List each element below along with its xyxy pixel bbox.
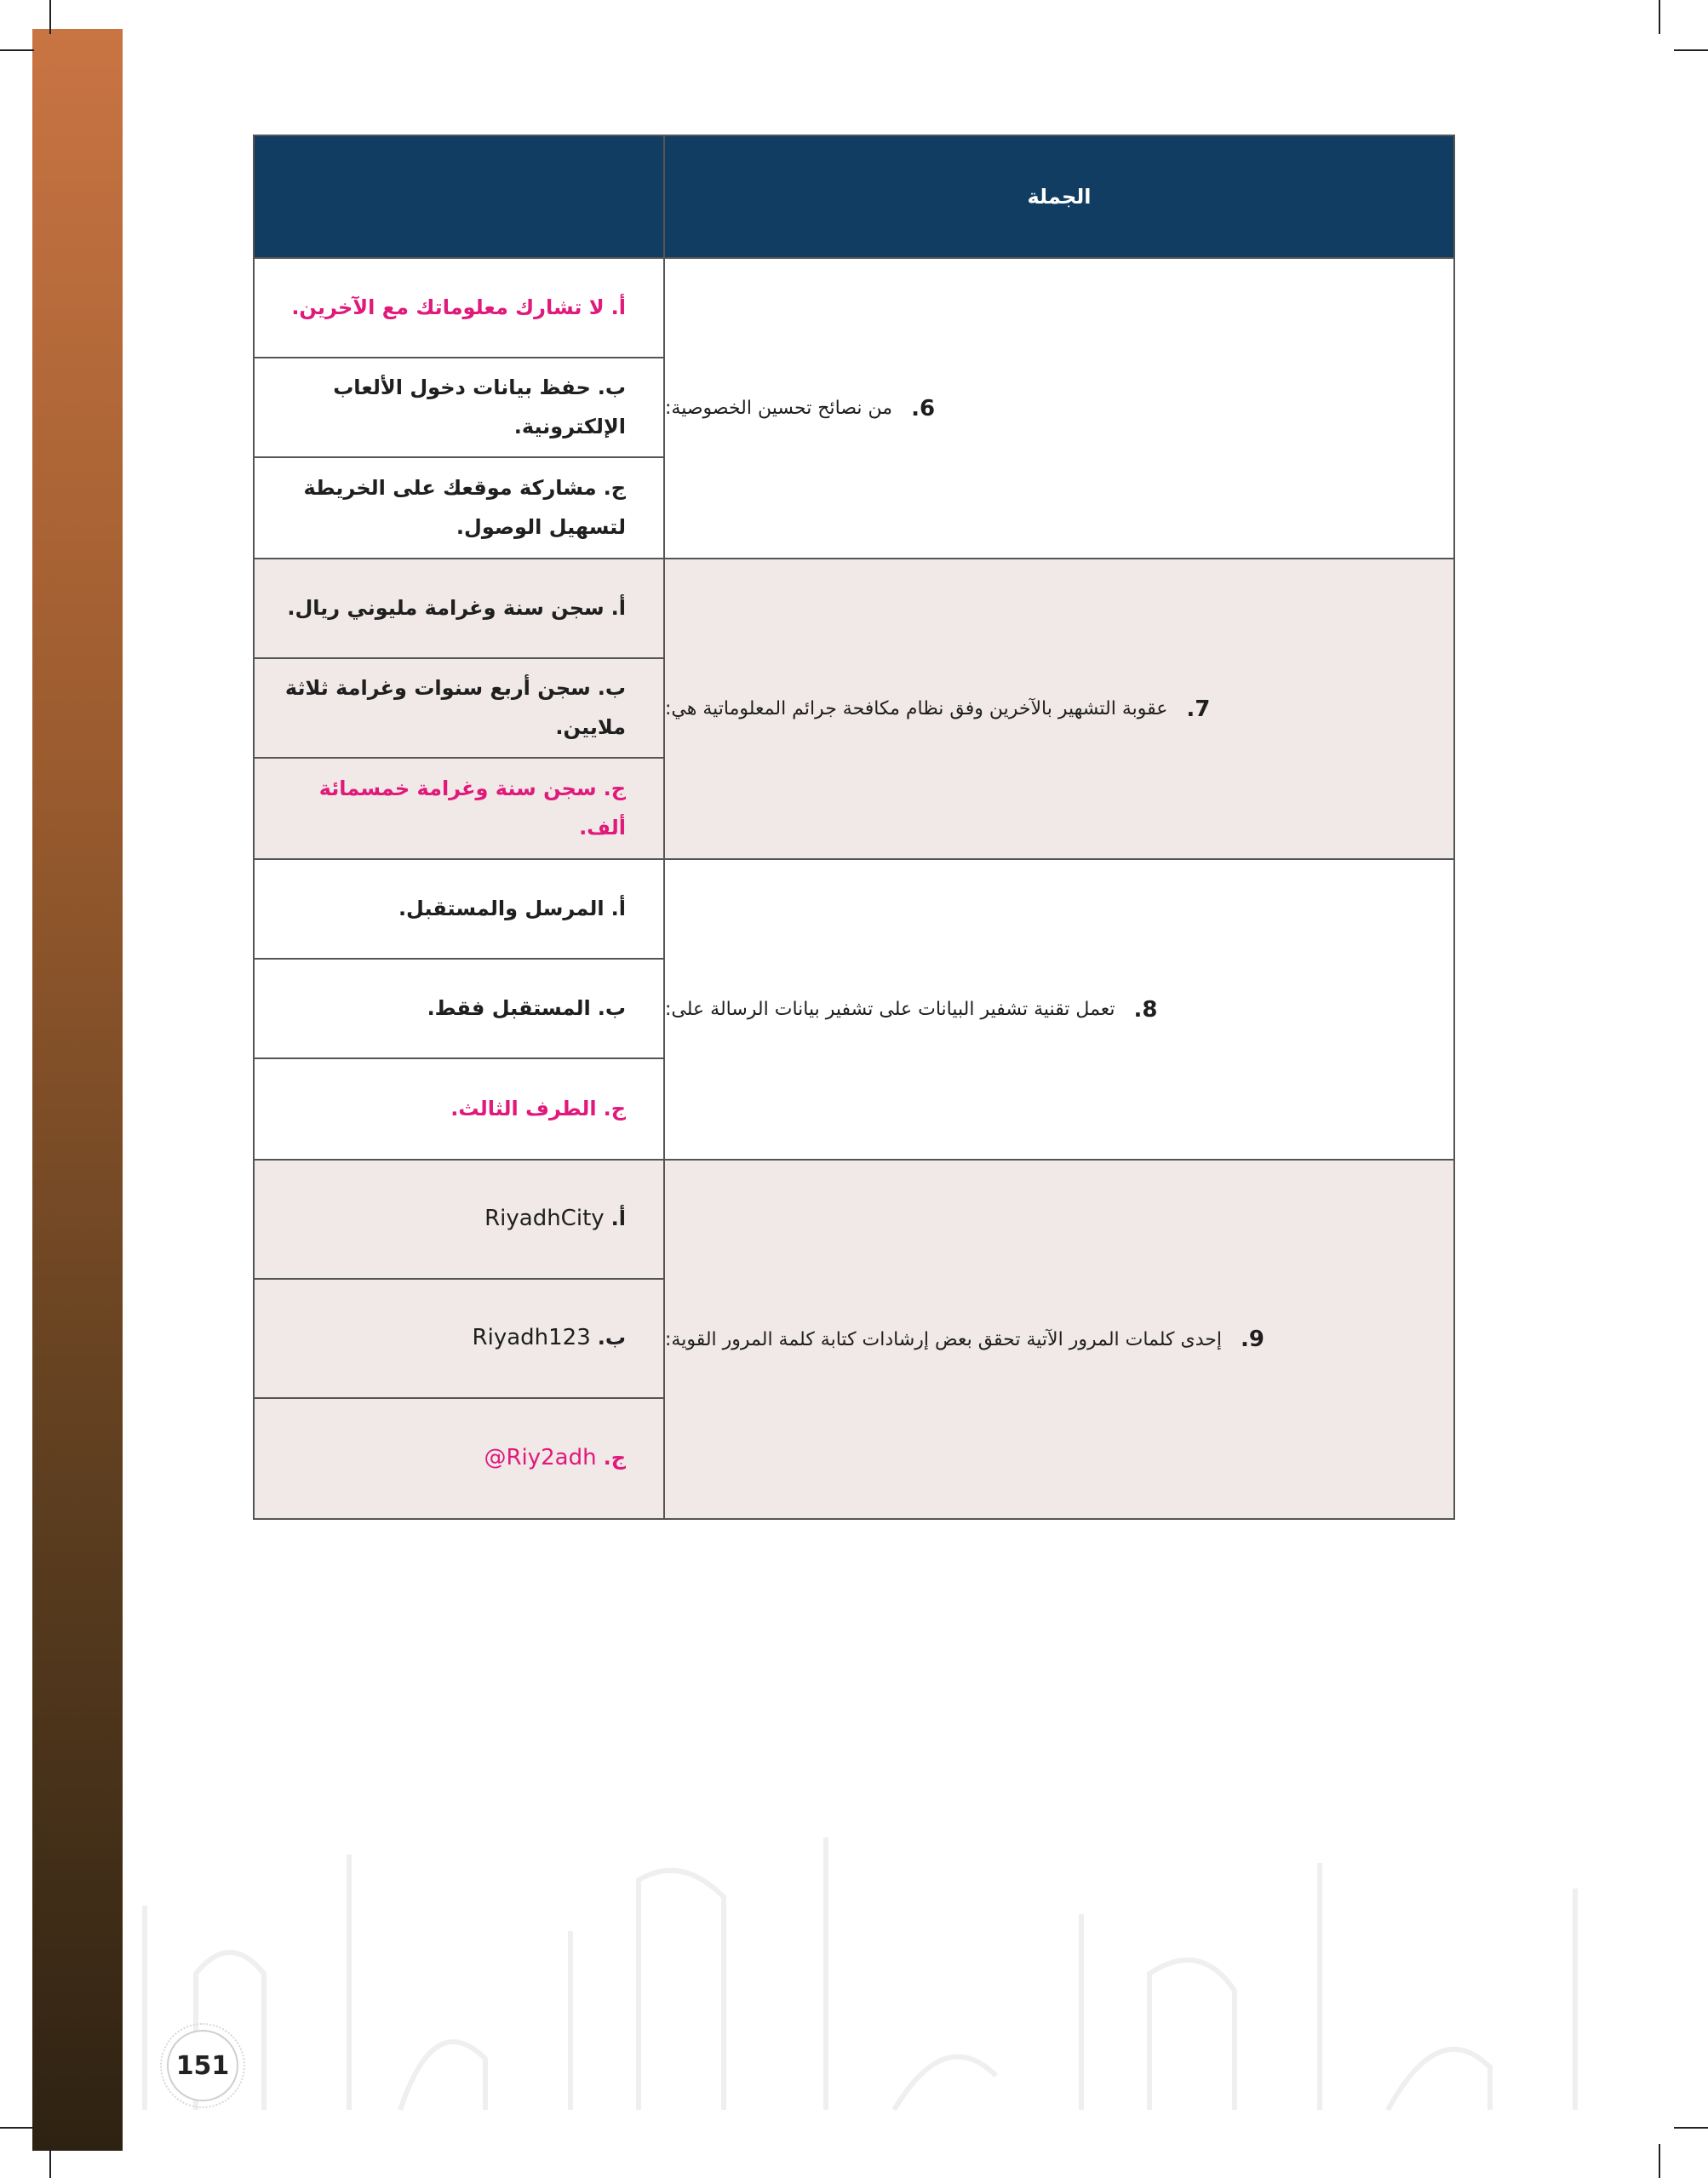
option-letter: أ.	[610, 896, 626, 920]
option-item	[255, 860, 663, 960]
question-number: 7.	[1186, 696, 1211, 722]
options-cell	[255, 259, 665, 558]
options-cell	[255, 1161, 665, 1518]
option-text: Riy2adh@	[484, 1445, 597, 1471]
question-text: عقوبة التشهير بالآخرين وفق نظام مكافحة جرائم المعلوماتية هي:	[665, 698, 1168, 719]
option-item	[255, 659, 663, 759]
stem-header-cell: الجملة	[1027, 185, 1092, 209]
option-letter: ب.	[597, 375, 626, 399]
question-number: 9.	[1240, 1327, 1264, 1352]
option-text: سجن سنة وغرامة مليوني ريال.	[287, 595, 605, 620]
option-letter: ج.	[603, 1096, 626, 1121]
question-row	[255, 559, 1453, 860]
table-header	[255, 136, 1453, 259]
option-item	[255, 1161, 663, 1280]
crop-mark	[49, 2144, 51, 2178]
option-item	[255, 259, 663, 358]
option-letter: ج.	[603, 1446, 626, 1470]
option-item	[255, 1399, 663, 1518]
decorative-side-bar	[32, 29, 123, 2151]
question-row	[255, 259, 1453, 559]
option-letter: ب.	[597, 995, 626, 1020]
question-row	[255, 1161, 1453, 1518]
question-stem	[665, 860, 1453, 1159]
options-cell	[255, 860, 665, 1159]
crop-mark	[0, 2127, 34, 2129]
option-letter: أ.	[610, 595, 626, 620]
option-text: المرسل والمستقبل.	[398, 896, 605, 920]
option-item	[255, 960, 663, 1059]
options-header-cell	[255, 136, 665, 257]
question-row	[255, 860, 1453, 1161]
question-stem	[665, 259, 1453, 558]
option-letter: ج.	[603, 776, 626, 800]
option-item	[255, 1059, 663, 1159]
page-number: 151	[167, 2030, 238, 2101]
option-letter: أ.	[610, 295, 626, 319]
option-item	[255, 458, 663, 558]
option-letter: ب.	[597, 1326, 626, 1350]
option-letter: أ.	[610, 1206, 626, 1231]
option-text: لا تشارك معلوماتك مع الآخرين.	[291, 295, 605, 319]
option-item	[255, 1280, 663, 1399]
crop-mark	[49, 0, 51, 34]
question-number: 6.	[911, 395, 936, 421]
option-text: سجن أربع سنوات وغرامة ثلاثة ملايين.	[284, 675, 626, 739]
question-text: تعمل تقنية تشفير البيانات على تشفير بيانات الرسالة على:	[665, 999, 1115, 1020]
options-cell	[255, 559, 665, 858]
option-text: RiyadhCity	[484, 1206, 605, 1232]
crop-mark	[1674, 2127, 1708, 2129]
crop-mark	[0, 49, 34, 51]
crop-mark	[1659, 2144, 1660, 2178]
quiz-table	[253, 135, 1455, 1520]
question-text: إحدى كلمات المرور الآتية تحقق بعض إرشادات كتابة كلمة المرور القوية:	[665, 1328, 1222, 1350]
crop-mark	[1674, 49, 1708, 51]
option-item	[255, 759, 663, 858]
calligraphy-watermark	[128, 1803, 1660, 2127]
question-stem	[665, 559, 1453, 858]
question-stem	[665, 1161, 1453, 1518]
option-letter: ب.	[597, 675, 626, 700]
question-number: 8.	[1133, 996, 1158, 1023]
option-text: سجن سنة وغرامة خمسمائة ألف.	[318, 776, 626, 840]
option-letter: ج.	[603, 475, 626, 500]
option-text: المستقبل فقط.	[427, 995, 591, 1020]
option-item	[255, 358, 663, 458]
option-text: مشاركة موقعك على الخريطة لتسهيل الوصول.	[303, 475, 626, 539]
crop-mark	[1659, 0, 1660, 34]
option-item	[255, 559, 663, 659]
option-text: Riyadh123	[472, 1325, 591, 1351]
option-text: الطرف الثالث.	[450, 1096, 597, 1121]
option-text: حفظ بيانات دخول الألعاب الإلكترونية.	[333, 375, 626, 438]
question-text: من نصائح تحسين الخصوصية:	[665, 398, 893, 419]
